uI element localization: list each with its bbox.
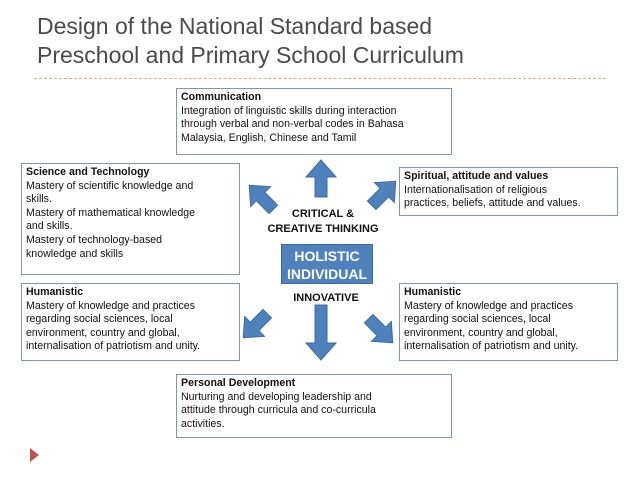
humanistic-right-line: regarding social sciences, local — [404, 313, 551, 326]
arrow-down-right — [359, 309, 403, 353]
holistic-individual-box — [281, 244, 373, 284]
holistic-line-1: HOLISTIC — [294, 248, 360, 264]
communication-box — [176, 88, 452, 155]
critical-line-2: CREATIVE THINKING — [267, 223, 379, 235]
personal-line: activities. — [181, 417, 225, 430]
spiritual-line: Internationalisation of religious — [404, 183, 548, 196]
holistic-line-2: INDIVIDUAL — [286, 266, 368, 282]
critical-creative-label — [258, 207, 388, 237]
humanistic-left-line: environment, country and global, — [26, 326, 180, 339]
humanistic-left-line: internalisation of patriotism and unity. — [26, 340, 201, 353]
science-line: and skills. — [26, 220, 73, 233]
title-line-2: Preschool and Primary School Curriculum — [37, 42, 464, 68]
personal-development-box — [176, 374, 452, 438]
communication-line: Malaysia, English, Chinese and Tamil — [181, 131, 357, 144]
humanistic-right-line: environment, country and global, — [404, 326, 558, 339]
personal-heading: Personal Development — [181, 377, 296, 389]
innovative-label: INNOVATIVE — [293, 292, 359, 304]
communication-line: Integration of linguistic skills during interaction — [181, 104, 397, 117]
humanistic-left-line: regarding social sciences, local — [26, 313, 173, 326]
title-line-1: Design of the National Standard based — [37, 13, 433, 39]
arrow-down — [306, 305, 336, 360]
personal-line: Nurturing and developing leadership and — [181, 390, 372, 403]
humanistic-right-box — [399, 283, 618, 361]
play-triangle-icon[interactable] — [30, 448, 40, 462]
arrow-up — [306, 160, 336, 197]
science-heading: Science and Technology — [26, 166, 150, 178]
science-technology-box — [21, 163, 240, 275]
humanistic-left-line: Mastery of knowledge and practices — [26, 299, 195, 312]
science-line: skills. — [26, 193, 52, 206]
humanistic-left-box — [21, 283, 240, 361]
science-line: Mastery of mathematical knowledge — [26, 206, 195, 219]
spiritual-line: practices, beliefs, attitude and values. — [404, 197, 581, 210]
spiritual-heading: Spiritual, attitude and values — [404, 170, 549, 182]
science-line: Mastery of scientific knowledge and — [26, 179, 194, 192]
humanistic-right-line: internalisation of patriotism and unity. — [404, 340, 579, 353]
communication-heading: Communication — [181, 91, 262, 103]
personal-line: attitude through curricula and co-curricula — [181, 404, 376, 417]
science-line: Mastery of technology-based — [26, 233, 163, 246]
humanistic-left-heading: Humanistic — [26, 286, 84, 298]
spiritual-box — [399, 167, 618, 216]
science-line: knowledge and skills — [26, 247, 124, 260]
humanistic-right-line: Mastery of knowledge and practices — [404, 299, 573, 312]
communication-line: through verbal and non-verbal codes in Bahasa — [181, 118, 404, 131]
humanistic-right-heading: Humanistic — [404, 286, 462, 298]
critical-line-1: CRITICAL & — [291, 208, 355, 220]
